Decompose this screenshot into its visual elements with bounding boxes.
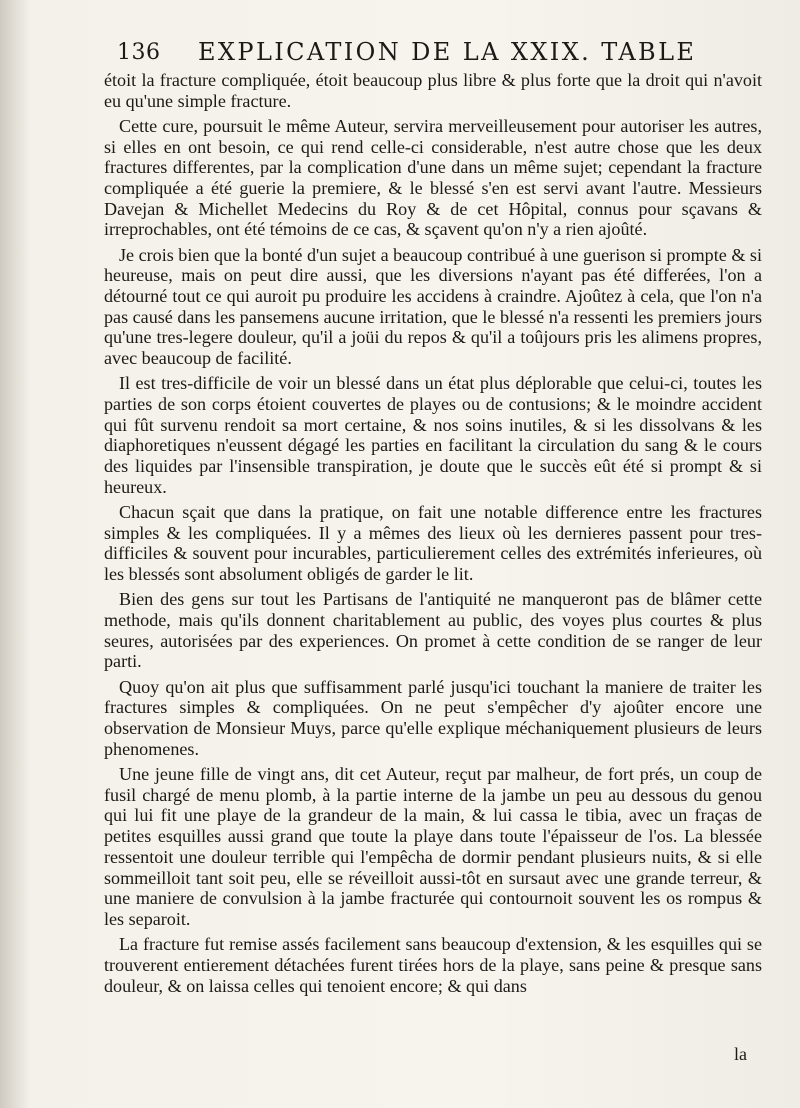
paragraph: étoit la fracture compliquée, étoit beaucoup plus libre & plus forte que la droit qui n'avoit eu qu'une simple fracture.: [104, 70, 762, 111]
paragraph: La fracture fut remise assés facilement sans beaucoup d'extension, & les esquilles qui se trouverent entierement détachées furent tirées hors de la playe, sans peine & presque sans douleur, & on laissa celles qui tenoient encore; & qui dans: [104, 934, 762, 996]
paragraph: Bien des gens sur tout les Partisans de l'antiquité ne manqueront pas de blâmer cette methode, mais qu'ils donnent charitablement au public, des voyes plus courtes & plus seures, autorisées par des experiences. On promet à cette condition de se ranger de leur parti.: [104, 589, 762, 672]
paragraph: Une jeune fille de vingt ans, dit cet Auteur, reçut par malheur, de fort prés, un coup de fusil chargé de menu plomb, à la partie interne de la jambe un peu au dessous du genou qui lui fit une playe de la grandeur de la main, & lui cassa le tibia, avec un fraças de petites esquilles aussi grand que toute la playe dans toute l'épaisseur de l'os. La blessée ressentoit une douleur terrible qui l'empêcha de dormir pendant plusieurs nuits, & si elle sommeilloit tant soit peu, elle se réveilloit aussi-tôt en sursaut avec une grande terreur, & une maniere de convulsion à la jambe fracturée qui contournoit souvent les os rompus & les separoit.: [104, 764, 762, 929]
paragraph: Je crois bien que la bonté d'un sujet a beaucoup contribué à une guerison si prompte & si heureuse, mais on peut dire aussi, que les diversions n'ayant pas été differées, l'on a détourné tout ce qui auroit pu produire les accidens à craindre. Ajoûtez à cela, que l'on n'a pas causé dans les pansemens aucune irritation, que le blessé n'a ressenti les premiers jours qu'une tres-legere douleur, qu'il a joüi du repos & qu'il a toûjours pris les alimens propres, avec beaucoup de facilité.: [104, 244, 762, 369]
paragraph: Cette cure, poursuit le même Auteur, servira merveilleusement pour autoriser les autres, si elles en ont besoin, ce qui rend celle-ci considerable, n'est autre chose que les deux fractures differentes, par la complication d'une dans un même sujet; cependant la fracture compliquée a été guerie la premiere, & le blessé s'en est servi avant l'autre. Messieurs Davejan & Michellet Medecins du Roy & de cet Hôpital, connus pour sçavans & irreprochables, ont été témoins de ce cas, & sçavent qu'on n'y a rien ajoûté.: [104, 115, 762, 240]
paragraph: Quoy qu'on ait plus que suffisamment parlé jusqu'ici touchant la maniere de traiter les fractures simples & compliquées. On ne peut s'empêcher d'y ajoûter encore une observation de Monsieur Muys, parce qu'elle explique méchaniquement plusieurs de leurs phenomenes.: [104, 676, 762, 759]
page-number: 136: [117, 40, 161, 65]
paragraph: Chacun sçait que dans la pratique, on fait une notable difference entre les fractures simples & les compliquées. Il y a mêmes des lieux où les dernieres passent pour tres-difficiles & souvent pour incurables, particulierement celles des extrémités inferieures, où les blessés sont absolument obligés de garder le lit.: [104, 502, 762, 585]
page-body: [104, 70, 762, 1001]
paragraph: Il est tres-difficile de voir un blessé dans un état plus déplorable que celui-ci, toutes les parties de son corps étoient couvertes de playes ou de contusions; & le moindre accident qui fût survenu rendoit sa mort certaine, & nos soins inutiles, & si les dissolvans & les diaphoretiques n'eussent dégagé les parties en facilitant la circulation du sang & le cours des liquides par l'insensible transpiration, je doute que le succès eût été si prompt & si heureux.: [104, 373, 762, 497]
catchword: la: [734, 1044, 747, 1064]
running-title: EXPLICATION DE LA XXIX. TABLE: [198, 38, 697, 66]
